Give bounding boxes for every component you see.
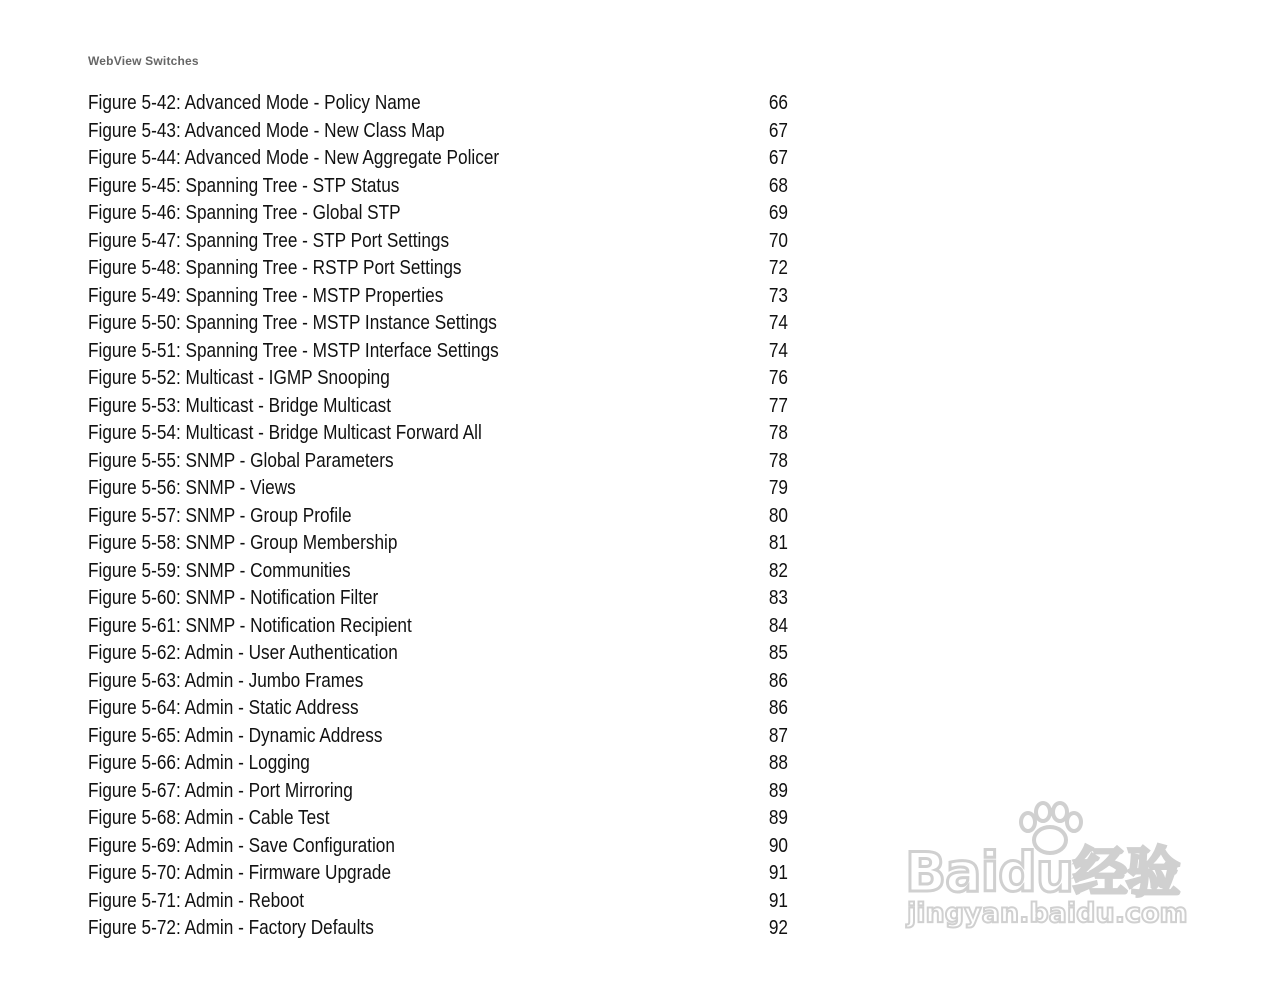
figure-entry xyxy=(88,90,788,118)
figure-entry-title: Figure 5-71: Admin - Reboot xyxy=(88,889,305,912)
figure-entry-title: Figure 5-64: Admin - Static Address xyxy=(88,697,359,719)
watermark-brand: Baidu经验 xyxy=(905,841,1180,904)
figure-entry-page: 74 xyxy=(768,339,788,362)
figure-entry-page: 82 xyxy=(768,559,788,582)
figure-entry-page: 91 xyxy=(768,889,788,912)
figure-entry-page: 79 xyxy=(768,477,788,499)
figure-entry-title: Figure 5-70: Admin - Firmware Upgrade xyxy=(88,862,392,884)
figure-entry xyxy=(88,723,788,751)
figure-entry-title: Figure 5-43: Advanced Mode - New Class Map xyxy=(88,119,445,142)
figure-entry-page: 76 xyxy=(768,367,788,389)
figure-entry-page: 91 xyxy=(768,862,788,884)
watermark-domain: jingyan.baidu.com xyxy=(907,898,1188,929)
figure-entry-page: 89 xyxy=(768,779,788,802)
list-of-figures xyxy=(88,90,788,943)
figure-entry-page: 92 xyxy=(768,917,788,939)
figure-entry-title: Figure 5-48: Spanning Tree - RSTP Port Settings xyxy=(88,257,462,279)
figure-entry-title: Figure 5-67: Admin - Port Mirroring xyxy=(88,779,353,802)
figure-entry xyxy=(88,558,788,586)
figure-entry-page: 73 xyxy=(768,284,788,307)
figure-entry xyxy=(88,338,788,366)
figure-entry xyxy=(88,640,788,668)
figure-entry xyxy=(88,585,788,613)
figure-entry-page: 70 xyxy=(768,229,788,252)
figure-entry-title: Figure 5-65: Admin - Dynamic Address xyxy=(88,724,383,747)
figure-entry xyxy=(88,503,788,531)
figure-entry xyxy=(88,915,788,943)
figure-entry-title: Figure 5-59: SNMP - Communities xyxy=(88,559,351,582)
figure-entry-title: Figure 5-69: Admin - Save Configuration xyxy=(88,834,395,857)
figure-entry xyxy=(88,888,788,916)
figure-entry-title: Figure 5-60: SNMP - Notification Filter xyxy=(88,587,379,609)
figure-entry xyxy=(88,393,788,421)
figure-entry-page: 67 xyxy=(768,147,788,169)
figure-entry-page: 88 xyxy=(768,752,788,774)
figure-entry xyxy=(88,145,788,173)
figure-entry-title: Figure 5-50: Spanning Tree - MSTP Instance Settings xyxy=(88,312,497,334)
figure-entry-title: Figure 5-54: Multicast - Bridge Multicast Forward All xyxy=(88,422,482,444)
figure-entry-page: 78 xyxy=(768,422,788,444)
figure-entry xyxy=(88,448,788,476)
figure-entry-title: Figure 5-45: Spanning Tree - STP Status xyxy=(88,174,400,197)
figure-entry-page: 69 xyxy=(768,202,788,224)
figure-entry-title: Figure 5-56: SNMP - Views xyxy=(88,477,296,499)
figure-entry-page: 67 xyxy=(768,119,788,142)
figure-entry xyxy=(88,805,788,833)
figure-entry-page: 68 xyxy=(768,174,788,197)
figure-entry-page: 78 xyxy=(768,449,788,472)
figure-entry-page: 83 xyxy=(768,587,788,609)
figure-entry xyxy=(88,118,788,146)
figure-entry-title: Figure 5-49: Spanning Tree - MSTP Properties xyxy=(88,284,444,307)
figure-entry xyxy=(88,530,788,558)
figure-entry-title: Figure 5-46: Spanning Tree - Global STP xyxy=(88,202,401,224)
figure-entry-page: 89 xyxy=(768,807,788,829)
figure-entry xyxy=(88,833,788,861)
figure-entry-title: Figure 5-42: Advanced Mode - Policy Name xyxy=(88,92,421,114)
figure-entry-title: Figure 5-51: Spanning Tree - MSTP Interface Settings xyxy=(88,339,499,362)
figure-entry-page: 86 xyxy=(768,669,788,692)
figure-entry-title: Figure 5-68: Admin - Cable Test xyxy=(88,807,330,829)
figure-entry xyxy=(88,200,788,228)
figure-entry-page: 74 xyxy=(768,312,788,334)
figure-entry xyxy=(88,613,788,641)
figure-entry xyxy=(88,173,788,201)
figure-entry-title: Figure 5-66: Admin - Logging xyxy=(88,752,310,774)
figure-entry-page: 81 xyxy=(768,532,788,554)
figure-entry xyxy=(88,750,788,778)
figure-entry-page: 84 xyxy=(768,614,788,637)
figure-entry xyxy=(88,860,788,888)
figure-entry xyxy=(88,778,788,806)
figure-entry-title: Figure 5-61: SNMP - Notification Recipient xyxy=(88,614,412,637)
figure-entry-page: 87 xyxy=(768,724,788,747)
figure-entry-title: Figure 5-62: Admin - User Authentication xyxy=(88,642,398,664)
figure-entry-title: Figure 5-72: Admin - Factory Defaults xyxy=(88,917,374,939)
figure-entry-title: Figure 5-57: SNMP - Group Profile xyxy=(88,504,352,527)
figure-entry xyxy=(88,228,788,256)
figure-entry-title: Figure 5-63: Admin - Jumbo Frames xyxy=(88,669,364,692)
figure-entry xyxy=(88,695,788,723)
figure-entry-page: 77 xyxy=(768,394,788,417)
figure-entry-title: Figure 5-44: Advanced Mode - New Aggregate Policer xyxy=(88,147,500,169)
figure-entry-page: 72 xyxy=(768,257,788,279)
figure-entry xyxy=(88,283,788,311)
figure-entry-title: Figure 5-52: Multicast - IGMP Snooping xyxy=(88,367,390,389)
figure-entry-page: 66 xyxy=(768,92,788,114)
figure-entry-title: Figure 5-53: Multicast - Bridge Multicast xyxy=(88,394,392,417)
figure-entry xyxy=(88,668,788,696)
figure-entry xyxy=(88,475,788,503)
figure-entry xyxy=(88,310,788,338)
figure-entry-title: Figure 5-47: Spanning Tree - STP Port Settings xyxy=(88,229,450,252)
figure-entry-title: Figure 5-58: SNMP - Group Membership xyxy=(88,532,398,554)
figure-entry-page: 85 xyxy=(768,642,788,664)
figure-entry-title: Figure 5-55: SNMP - Global Parameters xyxy=(88,449,394,472)
figure-entry-page: 90 xyxy=(768,834,788,857)
running-header: WebView Switches xyxy=(88,54,199,68)
baidu-jingyan-watermark xyxy=(905,800,1205,940)
figure-entry xyxy=(88,365,788,393)
figure-entry xyxy=(88,255,788,283)
figure-entry-page: 80 xyxy=(768,504,788,527)
figure-entry xyxy=(88,420,788,448)
figure-entry-page: 86 xyxy=(768,697,788,719)
